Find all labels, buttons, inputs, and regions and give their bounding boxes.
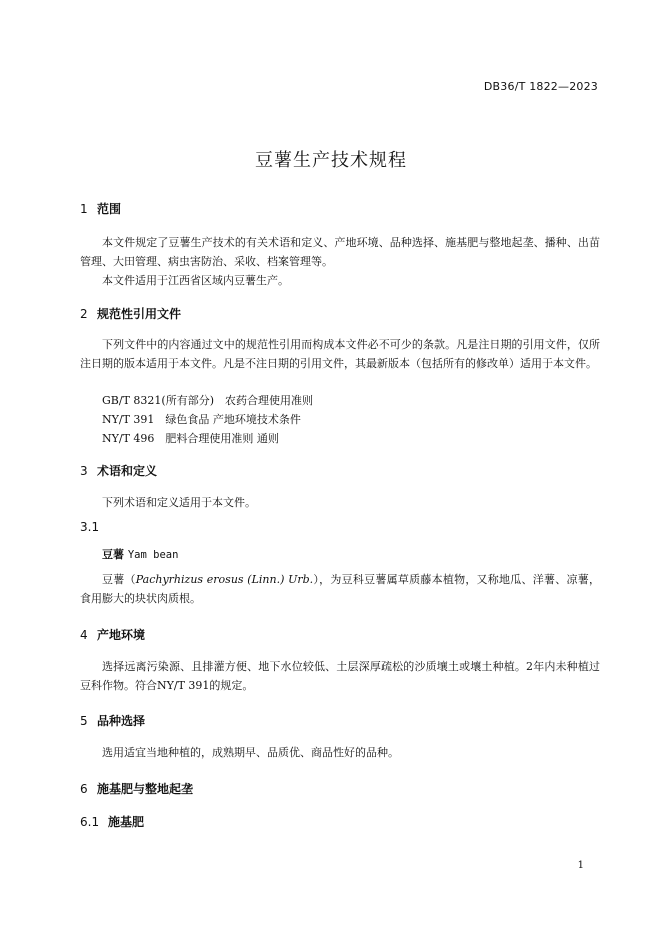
section-title: 范围 — [97, 202, 122, 216]
section-number: 6 — [80, 782, 88, 796]
section-number: 2 — [80, 307, 88, 321]
definition-text-b: ），为豆科豆薯属草质藤本植物，又称地瓜、洋薯、凉薯，食用膨大的块状肉质根。 — [80, 573, 600, 605]
term-chinese: 豆薯 — [102, 548, 124, 561]
term-english: Yam bean — [127, 549, 179, 561]
section-3-paragraph-1: 下列术语和定义适用于本文件。 — [102, 496, 256, 509]
section-2-paragraph-1: 下列文件中的内容通过文中的规范性引用而构成本文件必不可少的条款。凡是注日期的引用文件，仅所注日期的版本适用于本文件。凡是不注日期的引用文件，其最新版本（包括所有的修改单）适用于本文件。 — [80, 338, 600, 370]
subsection-title: 施基肥 — [108, 815, 145, 829]
subsection-6-1-heading — [80, 813, 144, 830]
normative-reference: NY/T 496 肥料合理使用准则 通则 — [102, 432, 279, 445]
section-number: 5 — [80, 714, 88, 728]
subsection-3-1-number: 3.1 — [80, 520, 100, 534]
definition-text-a: 豆薯（ — [102, 573, 136, 586]
section-2-heading — [80, 305, 181, 322]
section-number: 1 — [80, 202, 88, 216]
normative-reference: NY/T 391 绿色食品 产地环境技术条件 — [102, 413, 301, 426]
term-definition — [80, 570, 600, 608]
section-1-paragraph-2: 本文件适用于江西省区域内豆薯生产。 — [102, 274, 289, 287]
section-4-heading — [80, 626, 145, 643]
subsection-number: 6.1 — [80, 815, 100, 829]
section-title: 产地环境 — [97, 628, 146, 642]
section-6-heading — [80, 780, 193, 797]
section-1-paragraph-1: 本文件规定了豆薯生产技术的有关术语和定义、产地环境、品种选择、施基肥与整地起垄、播种、出苗管理、大田管理、病虫害防治、采收、档案管理等。 — [80, 236, 600, 268]
document-title: 豆薯生产技术规程 — [255, 150, 407, 171]
normative-reference: GB/T 8321(所有部分) 农药合理使用准则 — [102, 394, 313, 407]
term-entry — [102, 546, 178, 562]
section-title: 术语和定义 — [97, 464, 158, 478]
section-5-heading — [80, 712, 145, 729]
section-title: 施基肥与整地起垄 — [97, 782, 194, 796]
scientific-name: Pachyrhizus erosus (Linn.) Urb. — [135, 573, 314, 586]
section-5-paragraph-1: 选用适宜当地种植的，成熟期早、品质优、商品性好的品种。 — [102, 746, 399, 759]
section-title: 品种选择 — [97, 714, 146, 728]
page-number: 1 — [577, 860, 584, 871]
section-1-heading — [80, 200, 121, 217]
section-4-paragraph-1: 选择远离污染源、且排灌方便、地下水位较低、土层深厚疏松的沙质壤土或壤土种植。2年内未种植过豆科作物。符合NY/T 391的规定。 — [80, 660, 600, 692]
section-number: 4 — [80, 628, 88, 642]
document-code: DB36/T 1822—2023 — [483, 80, 598, 93]
section-number: 3 — [80, 464, 88, 478]
section-3-heading — [80, 462, 157, 479]
section-title: 规范性引用文件 — [97, 307, 182, 321]
